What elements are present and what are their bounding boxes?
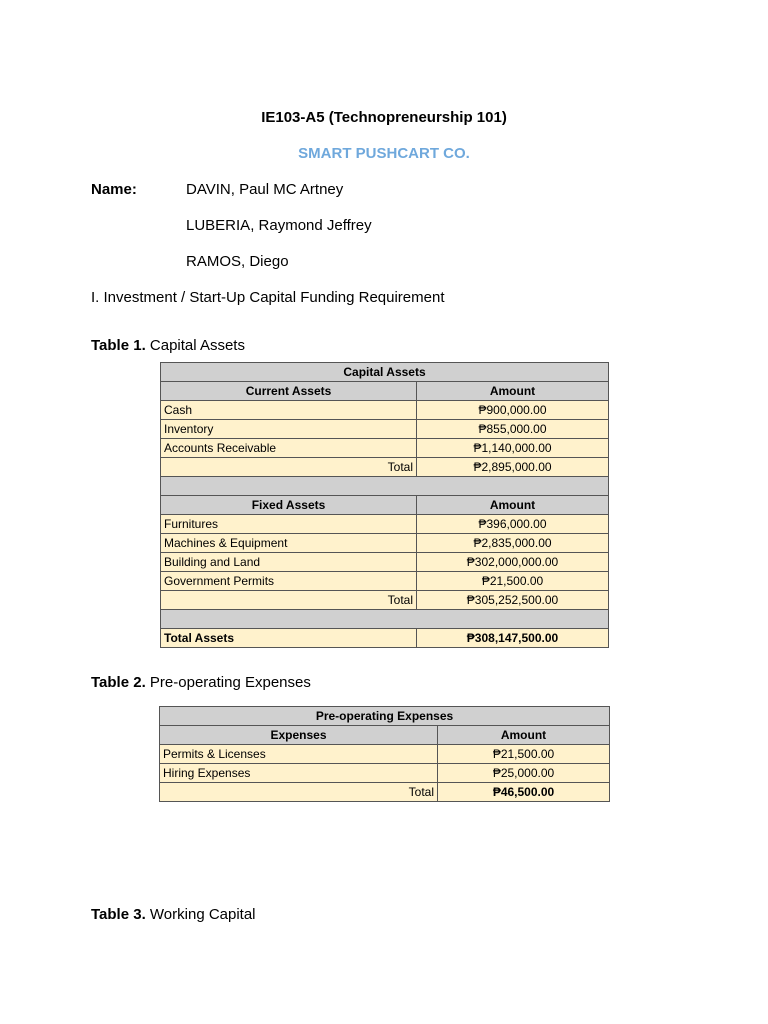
table-row [161, 515, 609, 534]
table-row [161, 401, 609, 420]
capital-assets-table [160, 362, 609, 648]
name-label: Name: [91, 181, 137, 198]
row-amount: ₱396,000.00 [417, 515, 609, 534]
table1-caption-prefix: Table 1. [91, 337, 146, 354]
table2-caption [91, 674, 311, 691]
row-label: Permits & Licenses [160, 745, 438, 764]
table2-caption-prefix: Table 2. [91, 674, 146, 691]
table-row [161, 420, 609, 439]
row-label: Government Permits [161, 572, 417, 591]
company-name: SMART PUSHCART CO. [298, 145, 470, 162]
row-amount: ₱21,500.00 [417, 572, 609, 591]
table3-caption-text: Working Capital [145, 906, 256, 923]
row-amount: ₱2,835,000.00 [417, 534, 609, 553]
table-header-row [160, 726, 610, 745]
total-row [161, 591, 609, 610]
table-row [161, 534, 609, 553]
row-amount: ₱25,000.00 [438, 764, 610, 783]
spacer-row [161, 610, 609, 629]
column-header: Current Assets [161, 382, 417, 401]
row-amount: ₱855,000.00 [417, 420, 609, 439]
grand-total-amount: ₱308,147,500.00 [417, 629, 609, 648]
pre-operating-expenses-table [159, 706, 610, 802]
column-header: Amount [438, 726, 610, 745]
table1-caption-text: Capital Assets [145, 337, 245, 354]
column-header: Fixed Assets [161, 496, 417, 515]
total-amount: ₱305,252,500.00 [417, 591, 609, 610]
column-header: Expenses [160, 726, 438, 745]
section-heading: I. Investment / Start-Up Capital Funding Requirement [91, 289, 445, 306]
spacer-row [161, 477, 609, 496]
table-title: Pre-operating Expenses [160, 707, 610, 726]
row-label: Accounts Receivable [161, 439, 417, 458]
row-label: Building and Land [161, 553, 417, 572]
grand-total-row [161, 629, 609, 648]
table-row [160, 764, 610, 783]
total-amount: ₱46,500.00 [438, 783, 610, 802]
row-label: Hiring Expenses [160, 764, 438, 783]
table3-caption [91, 906, 256, 923]
table-row [161, 572, 609, 591]
document-title: IE103-A5 (Technopreneurship 101) [261, 109, 507, 126]
table-row [161, 553, 609, 572]
table1-caption [91, 337, 245, 354]
table3-caption-prefix: Table 3. [91, 906, 146, 923]
total-label: Total [161, 458, 417, 477]
member-name: DAVIN, Paul MC Artney [186, 181, 344, 198]
table-header-row [161, 496, 609, 515]
row-label: Machines & Equipment [161, 534, 417, 553]
row-label: Inventory [161, 420, 417, 439]
table-title-row [161, 363, 609, 382]
table-row [161, 439, 609, 458]
total-row [161, 458, 609, 477]
member-name: LUBERIA, Raymond Jeffrey [186, 217, 372, 234]
table-title-row [160, 707, 610, 726]
row-label: Furnitures [161, 515, 417, 534]
row-label: Cash [161, 401, 417, 420]
total-row [160, 783, 610, 802]
spacer-cell [161, 477, 609, 496]
grand-total-label: Total Assets [161, 629, 417, 648]
table-header-row [161, 382, 609, 401]
row-amount: ₱900,000.00 [417, 401, 609, 420]
total-label: Total [160, 783, 438, 802]
member-name: RAMOS, Diego [186, 253, 289, 270]
row-amount: ₱21,500.00 [438, 745, 610, 764]
spacer-cell [161, 610, 609, 629]
table2-caption-text: Pre-operating Expenses [145, 674, 311, 691]
column-header: Amount [417, 496, 609, 515]
column-header: Amount [417, 382, 609, 401]
row-amount: ₱302,000,000.00 [417, 553, 609, 572]
table-row [160, 745, 610, 764]
total-label: Total [161, 591, 417, 610]
total-amount: ₱2,895,000.00 [417, 458, 609, 477]
row-amount: ₱1,140,000.00 [417, 439, 609, 458]
table-title: Capital Assets [161, 363, 609, 382]
